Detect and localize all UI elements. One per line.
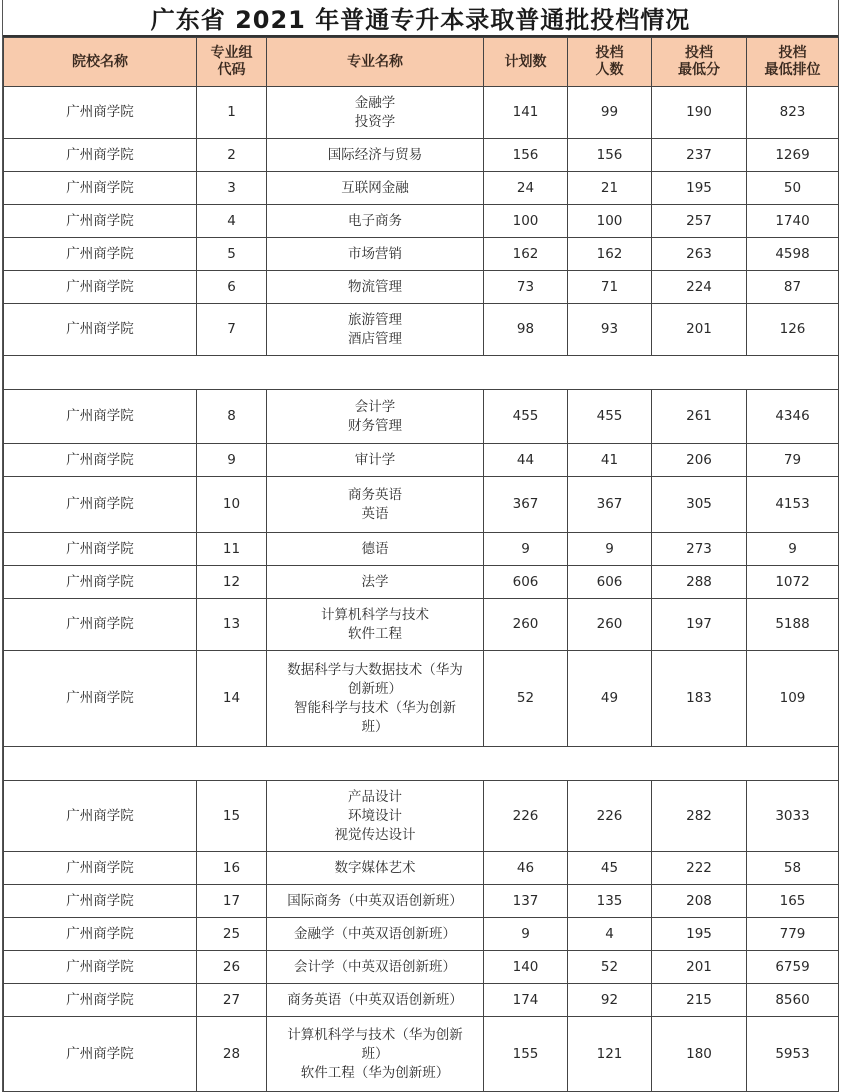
- table-row: [4, 885, 839, 918]
- admitted-cell: 99: [568, 87, 652, 139]
- table-row: [4, 205, 839, 238]
- major-name: 智能科学与技术（华为创新: [294, 699, 456, 716]
- school-cell: 广州商学院: [4, 271, 197, 304]
- major-cell: [267, 533, 484, 566]
- admitted-cell: 21: [568, 172, 652, 205]
- group-code-cell: 16: [197, 852, 267, 885]
- min-rank-cell: 4598: [747, 238, 839, 271]
- col-header-plan: 计划数: [484, 38, 568, 87]
- min-rank-cell: 5953: [747, 1017, 839, 1092]
- major-name: 会计学（中英双语创新班）: [294, 958, 456, 975]
- major-name: 法学: [361, 573, 389, 590]
- table-row: [4, 271, 839, 304]
- col-header-school: 院校名称: [4, 38, 197, 87]
- major-name: 班）: [361, 1045, 389, 1062]
- plan-cell: 226: [484, 781, 568, 852]
- major-cell: [267, 651, 484, 747]
- school-cell: 广州商学院: [4, 172, 197, 205]
- blank-separator-cell: [4, 356, 839, 390]
- col-header-group-code-line2: 代码: [217, 62, 246, 78]
- major-name: 数字媒体艺术: [334, 859, 416, 876]
- group-code-cell: 13: [197, 599, 267, 651]
- major-name: 英语: [361, 505, 389, 522]
- major-name: 视觉传达设计: [334, 826, 416, 843]
- table-row: [4, 139, 839, 172]
- admitted-cell: 92: [568, 984, 652, 1017]
- min-score-cell: 237: [652, 139, 747, 172]
- plan-cell: 260: [484, 599, 568, 651]
- min-rank-cell: 1269: [747, 139, 839, 172]
- plan-cell: 606: [484, 566, 568, 599]
- header-row: [4, 38, 839, 87]
- min-score-cell: 305: [652, 477, 747, 533]
- group-code-cell: 1: [197, 87, 267, 139]
- group-code-cell: 17: [197, 885, 267, 918]
- school-cell: 广州商学院: [4, 951, 197, 984]
- major-cell: [267, 444, 484, 477]
- school-cell: 广州商学院: [4, 304, 197, 356]
- school-cell: 广州商学院: [4, 1017, 197, 1092]
- col-header-admitted-line2: 人数: [595, 62, 624, 78]
- table-row: [4, 390, 839, 444]
- plan-cell: 174: [484, 984, 568, 1017]
- min-rank-cell: 4346: [747, 390, 839, 444]
- admitted-cell: 100: [568, 205, 652, 238]
- admitted-cell: 93: [568, 304, 652, 356]
- major-cell: [267, 271, 484, 304]
- plan-cell: 140: [484, 951, 568, 984]
- major-name: 财务管理: [348, 417, 402, 434]
- plan-cell: 155: [484, 1017, 568, 1092]
- major-name: 班）: [361, 718, 389, 735]
- plan-cell: 455: [484, 390, 568, 444]
- admitted-cell: 49: [568, 651, 652, 747]
- major-name: 软件工程: [348, 625, 402, 642]
- school-cell: 广州商学院: [4, 139, 197, 172]
- school-cell: 广州商学院: [4, 781, 197, 852]
- min-rank-cell: 3033: [747, 781, 839, 852]
- plan-cell: 156: [484, 139, 568, 172]
- school-cell: 广州商学院: [4, 651, 197, 747]
- min-rank-cell: 1072: [747, 566, 839, 599]
- table-row: [4, 444, 839, 477]
- plan-cell: 100: [484, 205, 568, 238]
- group-code-cell: 11: [197, 533, 267, 566]
- min-score-cell: 224: [652, 271, 747, 304]
- major-cell: [267, 566, 484, 599]
- group-code-cell: 10: [197, 477, 267, 533]
- group-code-cell: 15: [197, 781, 267, 852]
- min-score-cell: 215: [652, 984, 747, 1017]
- group-code-cell: 4: [197, 205, 267, 238]
- min-rank-cell: 4153: [747, 477, 839, 533]
- table-row: [4, 651, 839, 747]
- admitted-cell: 226: [568, 781, 652, 852]
- major-cell: [267, 599, 484, 651]
- major-name: 环境设计: [348, 807, 402, 824]
- plan-cell: 98: [484, 304, 568, 356]
- plan-cell: 141: [484, 87, 568, 139]
- major-name: 金融学: [354, 94, 396, 111]
- admitted-cell: 4: [568, 918, 652, 951]
- admitted-cell: 162: [568, 238, 652, 271]
- major-name: 互联网金融: [341, 179, 409, 196]
- plan-cell: 44: [484, 444, 568, 477]
- plan-cell: 9: [484, 533, 568, 566]
- min-score-cell: 195: [652, 172, 747, 205]
- admitted-cell: 41: [568, 444, 652, 477]
- major-cell: [267, 918, 484, 951]
- col-header-min-score: [652, 38, 747, 87]
- school-cell: 广州商学院: [4, 852, 197, 885]
- major-cell: [267, 304, 484, 356]
- major-name: 产品设计: [348, 788, 402, 805]
- major-cell: [267, 1017, 484, 1092]
- min-rank-cell: 79: [747, 444, 839, 477]
- table-body: [4, 87, 839, 1092]
- major-name: 市场营销: [348, 245, 402, 262]
- plan-cell: 9: [484, 918, 568, 951]
- group-code-cell: 3: [197, 172, 267, 205]
- min-rank-cell: 87: [747, 271, 839, 304]
- min-score-cell: 261: [652, 390, 747, 444]
- min-rank-cell: 6759: [747, 951, 839, 984]
- min-score-cell: 273: [652, 533, 747, 566]
- admitted-cell: 135: [568, 885, 652, 918]
- major-name: 德语: [361, 540, 389, 557]
- major-name: 创新班）: [348, 680, 402, 697]
- col-header-min-score-line1: 投档: [685, 45, 713, 61]
- admission-sheet: [2, 0, 839, 1092]
- min-score-cell: 180: [652, 1017, 747, 1092]
- plan-cell: 46: [484, 852, 568, 885]
- school-cell: 广州商学院: [4, 566, 197, 599]
- admitted-cell: 260: [568, 599, 652, 651]
- group-code-cell: 2: [197, 139, 267, 172]
- col-header-admitted: [568, 38, 652, 87]
- min-score-cell: 263: [652, 238, 747, 271]
- col-header-min-rank: [747, 38, 839, 87]
- min-score-cell: 206: [652, 444, 747, 477]
- plan-cell: 162: [484, 238, 568, 271]
- school-cell: 广州商学院: [4, 205, 197, 238]
- min-rank-cell: 165: [747, 885, 839, 918]
- group-code-cell: 9: [197, 444, 267, 477]
- blank-separator-row: [4, 356, 839, 390]
- major-name: 会计学: [354, 398, 396, 415]
- min-rank-cell: 5188: [747, 599, 839, 651]
- admission-table: [3, 37, 839, 1092]
- major-name: 数据科学与大数据技术（华为: [287, 661, 463, 678]
- plan-cell: 367: [484, 477, 568, 533]
- plan-cell: 137: [484, 885, 568, 918]
- min-score-cell: 222: [652, 852, 747, 885]
- min-rank-cell: 1740: [747, 205, 839, 238]
- major-name: 投资学: [354, 113, 396, 130]
- col-header-major: 专业名称: [267, 38, 484, 87]
- group-code-cell: 26: [197, 951, 267, 984]
- min-rank-cell: 50: [747, 172, 839, 205]
- table-row: [4, 852, 839, 885]
- major-cell: [267, 781, 484, 852]
- min-rank-cell: 126: [747, 304, 839, 356]
- table-row: [4, 1017, 839, 1092]
- min-rank-cell: 109: [747, 651, 839, 747]
- min-score-cell: 288: [652, 566, 747, 599]
- major-cell: [267, 852, 484, 885]
- blank-separator-row: [4, 747, 839, 781]
- group-code-cell: 12: [197, 566, 267, 599]
- major-cell: [267, 885, 484, 918]
- admitted-cell: 52: [568, 951, 652, 984]
- admitted-cell: 156: [568, 139, 652, 172]
- col-header-admitted-line1: 投档: [595, 45, 624, 61]
- min-rank-cell: 58: [747, 852, 839, 885]
- major-cell: [267, 172, 484, 205]
- major-name: 计算机科学与技术（华为创新: [287, 1026, 463, 1043]
- col-header-min-rank-line1: 投档: [778, 45, 807, 61]
- min-score-cell: 190: [652, 87, 747, 139]
- major-cell: [267, 205, 484, 238]
- major-name: 国际商务（中英双语创新班）: [287, 892, 463, 909]
- table-row: [4, 304, 839, 356]
- table-row: [4, 87, 839, 139]
- min-score-cell: 197: [652, 599, 747, 651]
- group-code-cell: 14: [197, 651, 267, 747]
- major-name: 商务英语: [348, 486, 402, 503]
- table-row: [4, 533, 839, 566]
- school-cell: 广州商学院: [4, 390, 197, 444]
- major-name: 电子商务: [348, 212, 402, 229]
- min-score-cell: 183: [652, 651, 747, 747]
- group-code-cell: 28: [197, 1017, 267, 1092]
- min-rank-cell: 779: [747, 918, 839, 951]
- major-name: 物流管理: [348, 278, 402, 295]
- col-header-min-rank-line2: 最低排位: [764, 62, 821, 78]
- group-code-cell: 5: [197, 238, 267, 271]
- group-code-cell: 27: [197, 984, 267, 1017]
- major-cell: [267, 951, 484, 984]
- major-name: 软件工程（华为创新班）: [300, 1064, 450, 1081]
- major-cell: [267, 390, 484, 444]
- major-cell: [267, 984, 484, 1017]
- school-cell: 广州商学院: [4, 599, 197, 651]
- group-code-cell: 25: [197, 918, 267, 951]
- admitted-cell: 71: [568, 271, 652, 304]
- table-row: [4, 781, 839, 852]
- table-row: [4, 566, 839, 599]
- blank-separator-cell: [4, 747, 839, 781]
- major-cell: [267, 238, 484, 271]
- min-rank-cell: 9: [747, 533, 839, 566]
- min-score-cell: 208: [652, 885, 747, 918]
- admitted-cell: 121: [568, 1017, 652, 1092]
- admitted-cell: 9: [568, 533, 652, 566]
- school-cell: 广州商学院: [4, 87, 197, 139]
- table-row: [4, 172, 839, 205]
- table-row: [4, 599, 839, 651]
- major-cell: [267, 87, 484, 139]
- major-cell: [267, 139, 484, 172]
- admitted-cell: 45: [568, 852, 652, 885]
- admitted-cell: 367: [568, 477, 652, 533]
- min-score-cell: 282: [652, 781, 747, 852]
- table-row: [4, 951, 839, 984]
- school-cell: 广州商学院: [4, 477, 197, 533]
- major-name: 计算机科学与技术: [321, 606, 429, 623]
- min-rank-cell: 8560: [747, 984, 839, 1017]
- major-name: 审计学: [354, 451, 396, 468]
- min-score-cell: 201: [652, 951, 747, 984]
- table-row: [4, 918, 839, 951]
- min-score-cell: 201: [652, 304, 747, 356]
- plan-cell: 24: [484, 172, 568, 205]
- major-name: 商务英语（中英双语创新班）: [287, 991, 463, 1008]
- plan-cell: 73: [484, 271, 568, 304]
- major-name: 酒店管理: [348, 330, 402, 347]
- school-cell: 广州商学院: [4, 533, 197, 566]
- min-rank-cell: 823: [747, 87, 839, 139]
- major-name: 金融学（中英双语创新班）: [294, 925, 456, 942]
- school-cell: 广州商学院: [4, 918, 197, 951]
- major-name: 国际经济与贸易: [327, 146, 423, 163]
- school-cell: 广州商学院: [4, 444, 197, 477]
- min-score-cell: 195: [652, 918, 747, 951]
- table-row: [4, 477, 839, 533]
- school-cell: 广州商学院: [4, 238, 197, 271]
- group-code-cell: 6: [197, 271, 267, 304]
- col-header-min-score-line2: 最低分: [678, 62, 720, 78]
- col-header-group-code: [197, 38, 267, 87]
- group-code-cell: 7: [197, 304, 267, 356]
- page-title: 广东省 2021 年普通专升本录取普通批投档情况: [3, 0, 838, 37]
- admitted-cell: 455: [568, 390, 652, 444]
- group-code-cell: 8: [197, 390, 267, 444]
- major-cell: [267, 477, 484, 533]
- col-header-group-code-line1: 专业组: [210, 45, 253, 61]
- school-cell: 广州商学院: [4, 984, 197, 1017]
- plan-cell: 52: [484, 651, 568, 747]
- major-name: 旅游管理: [348, 311, 402, 328]
- min-score-cell: 257: [652, 205, 747, 238]
- school-cell: 广州商学院: [4, 885, 197, 918]
- table-row: [4, 238, 839, 271]
- table-row: [4, 984, 839, 1017]
- admitted-cell: 606: [568, 566, 652, 599]
